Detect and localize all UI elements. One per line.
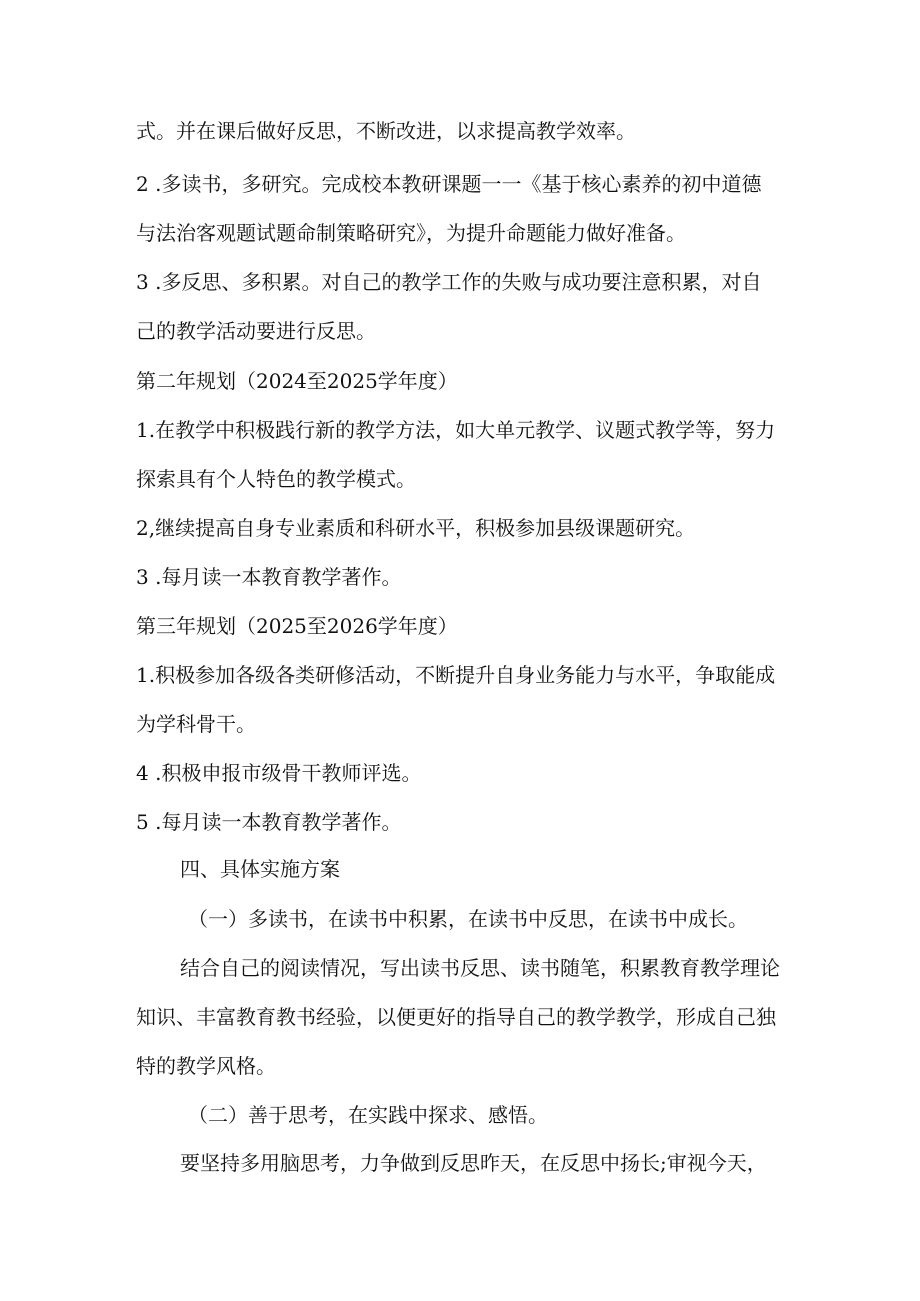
text-line: 知识、丰富教育教书经验，以便更好的指导自己的教学教学，形成自己独 <box>136 1005 776 1029</box>
text-line: 3 .多反思、多积累。对自己的教学工作的失败与成功要注意积累，对自 <box>136 270 762 294</box>
text-line: 5 .每月读一本教育教学著作。 <box>136 810 402 834</box>
section-heading: 第二年规划（2024至2025学年度） <box>136 369 458 393</box>
text-line: 4 .积极申报市级骨干教师评选。 <box>136 761 422 785</box>
text-line: 3 .每月读一本教育教学著作。 <box>136 565 402 589</box>
subsection-heading: （一）多读书，在读书中积累，在读书中反思，在读书中成长。 <box>188 907 748 931</box>
text-line: 2,继续提高自身专业素质和科研水平，积极参加县级课题研究。 <box>136 516 696 540</box>
section-heading: 第三年规划（2025至2026学年度） <box>136 614 458 638</box>
text-line: 为学科骨干。 <box>136 712 256 736</box>
text-line: 与法治客观题试题命制策略研究》，为提升命题能力做好准备。 <box>136 221 686 245</box>
text-line: 2 .多读书，多研究。完成校本教研课题一一《基于核心素养的初中道德 <box>136 172 762 196</box>
section-heading: 四、具体实施方案 <box>180 857 340 881</box>
text-line: 己的教学活动要进行反思。 <box>136 319 376 343</box>
text-line: 1.积极参加各级各类研修活动，不断提升自身业务能力与水平，争取能成 <box>136 663 776 687</box>
text-line: 特的教学风格。 <box>136 1054 276 1078</box>
text-line: 探索具有个人特色的教学模式。 <box>136 467 416 491</box>
text-line: 要坚持多用脑思考，力争做到反思昨天，在反思中扬长;审视今天， <box>180 1151 767 1175</box>
text-line: 1.在教学中积极践行新的教学方法，如大单元教学、议题式教学等，努力 <box>136 418 776 442</box>
subsection-heading: （二）善于思考，在实践中探求、感悟。 <box>188 1103 548 1127</box>
text-line: 式。并在课后做好反思，不断改进，以求提高教学效率。 <box>136 119 636 143</box>
text-line: 结合自己的阅读情况，写出读书反思、读书随笔，积累教育教学理论 <box>180 956 780 980</box>
